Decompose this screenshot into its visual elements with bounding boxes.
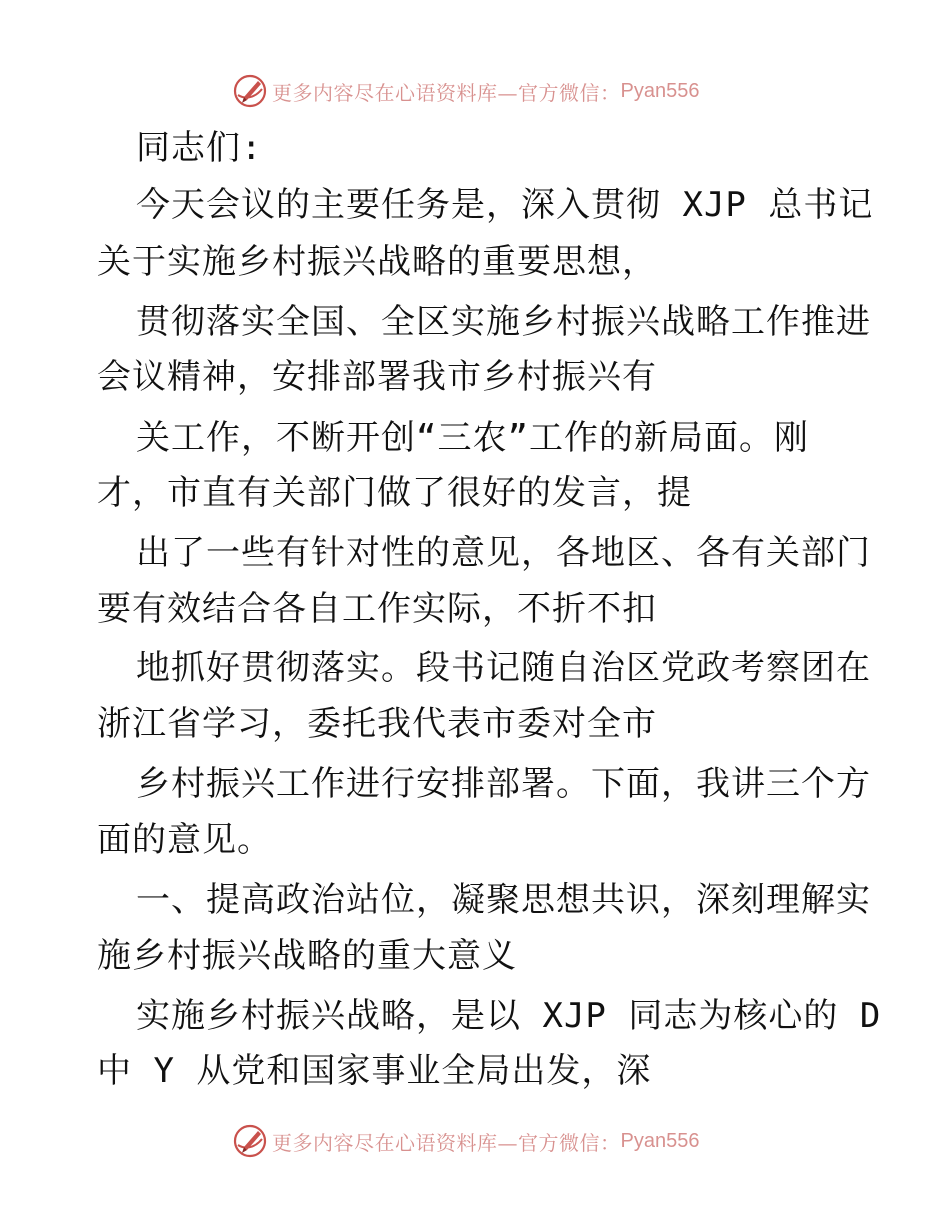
text-line: 面的意见。 <box>97 820 272 860</box>
section-heading-line: 施乡村振兴战略的重大意义 <box>97 936 517 976</box>
text-line: 会议精神，安排部署我市乡村振兴有 <box>97 357 657 397</box>
text-line: 同志们: <box>136 128 263 168</box>
header-watermark <box>232 71 699 111</box>
footer-watermark <box>232 1121 699 1161</box>
watermark-wechat-id: Pyan556 <box>620 79 700 102</box>
pen-logo-icon <box>232 73 268 109</box>
watermark-text: 更多内容尽在心语资料库—官方微信： <box>272 1130 621 1155</box>
watermark-text: 更多内容尽在心语资料库—官方微信： <box>272 80 621 105</box>
text-line: 关工作，不断开创“三农”工作的新局面。刚 <box>136 418 809 458</box>
text-line: 出了一些有针对性的意见，各地区、各有关部门 <box>136 533 871 573</box>
section-heading-line: 一、提高政治站位，凝聚思想共识，深刻理解实 <box>136 880 871 920</box>
text-line: 中 Y 从党和国家事业全局出发，深 <box>97 1051 652 1091</box>
text-line: 才，市直有关部门做了很好的发言，提 <box>97 473 692 513</box>
text-line: 乡村振兴工作进行安排部署。下面，我讲三个方 <box>136 764 871 804</box>
text-line: 要有效结合各自工作实际，不折不扣 <box>97 589 657 629</box>
pen-logo-icon <box>232 1123 268 1159</box>
text-line: 实施乡村振兴战略，是以 XJP 同志为核心的 D <box>136 996 882 1036</box>
text-line: 地抓好贯彻落实。段书记随自治区党政考察团在 <box>136 648 871 688</box>
text-line: 贯彻落实全国、全区实施乡村振兴战略工作推进 <box>136 302 871 342</box>
text-line: 今天会议的主要任务是，深入贯彻 XJP 总书记 <box>136 185 874 225</box>
text-line: 关于实施乡村振兴战略的重要思想， <box>97 242 657 282</box>
text-line: 浙江省学习，委托我代表市委对全市 <box>97 704 657 744</box>
watermark-wechat-id: Pyan556 <box>620 1129 700 1152</box>
